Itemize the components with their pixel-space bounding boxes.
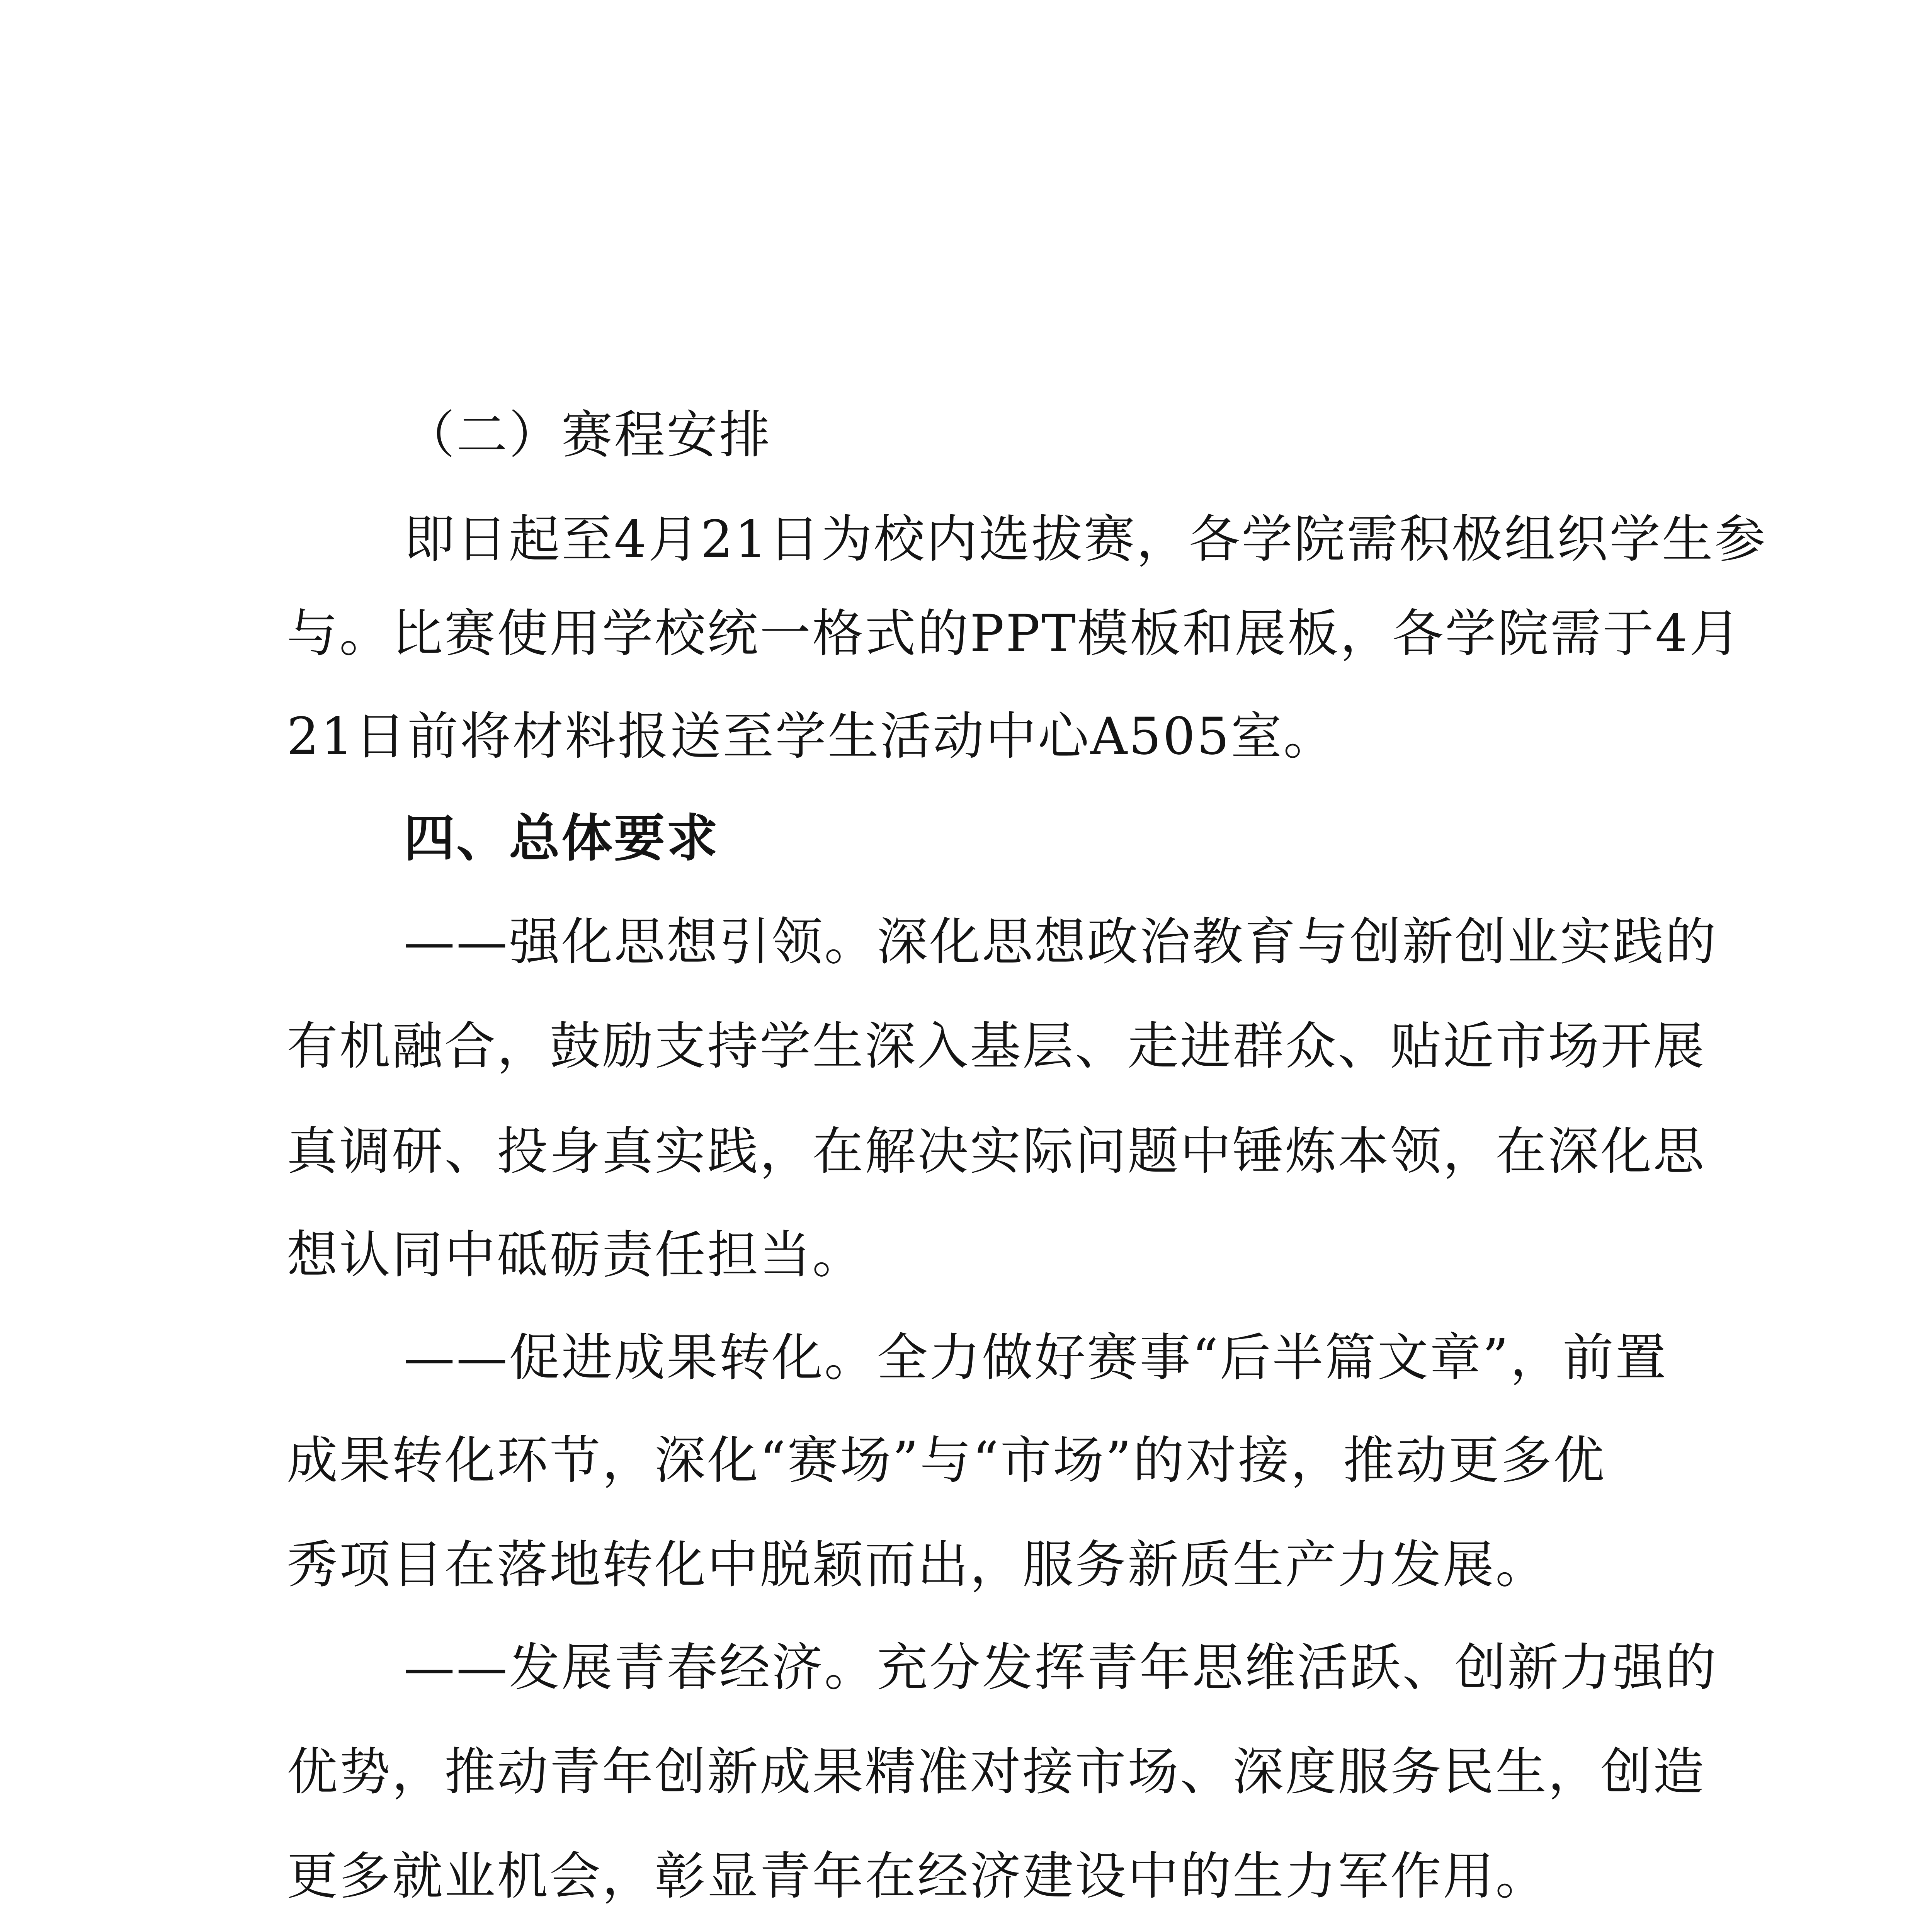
requirement-2-line-2: 成果转化环节，深化“赛场”与“市场”的对接，推动更多优: [287, 1431, 1606, 1490]
requirement-1-line-1: [404, 911, 1718, 973]
requirement-2-lead: ——促进成果转化。: [404, 1328, 877, 1388]
schedule-text-line-2: 与。比赛使用学校统一格式的PPT模板和展板，各学院需于4月: [287, 604, 1742, 663]
requirement-2-line-1: [404, 1327, 1668, 1389]
requirement-1-line-2: 有机融合，鼓励支持学生深入基层、走进群众、贴近市场开展: [287, 1017, 1706, 1076]
requirement-2-line-3: 秀项目在落地转化中脱颖而出，服务新质生产力发展。: [287, 1535, 1548, 1595]
requirement-1-line-4: 想认同中砥砺责任担当。: [287, 1225, 865, 1285]
requirement-3-line-1: [404, 1637, 1718, 1699]
requirement-1-lead: ——强化思想引领。: [404, 912, 877, 972]
section-title-general-requirements: 四、总体要求: [404, 809, 719, 868]
requirement-3-line-2: 优势，推动青年创新成果精准对接市场、深度服务民生，创造: [287, 1742, 1706, 1802]
requirement-3-line-3: 更多就业机会，彰显青年在经济建设中的生力军作用。: [287, 1847, 1548, 1906]
requirement-2-text: 全力做好赛事“后半篇文章”，前置: [877, 1328, 1668, 1388]
requirement-3-text: 充分发挥青年思维活跃、创新力强的: [877, 1638, 1718, 1697]
subsection-title-schedule: （二）赛程安排: [404, 405, 772, 465]
requirement-1-line-3: 真调研、投身真实践，在解决实际问题中锤炼本领，在深化思: [287, 1122, 1706, 1181]
schedule-text-line-1: 即日起至4月21日为校内选拔赛，各学院需积极组织学生参: [404, 510, 1767, 569]
schedule-text-line-3: 21日前将材料报送至学生活动中心A505室。: [287, 707, 1336, 766]
requirement-3-lead: ——发展青春经济。: [404, 1638, 877, 1697]
requirement-1-text: 深化思想政治教育与创新创业实践的: [877, 912, 1718, 972]
